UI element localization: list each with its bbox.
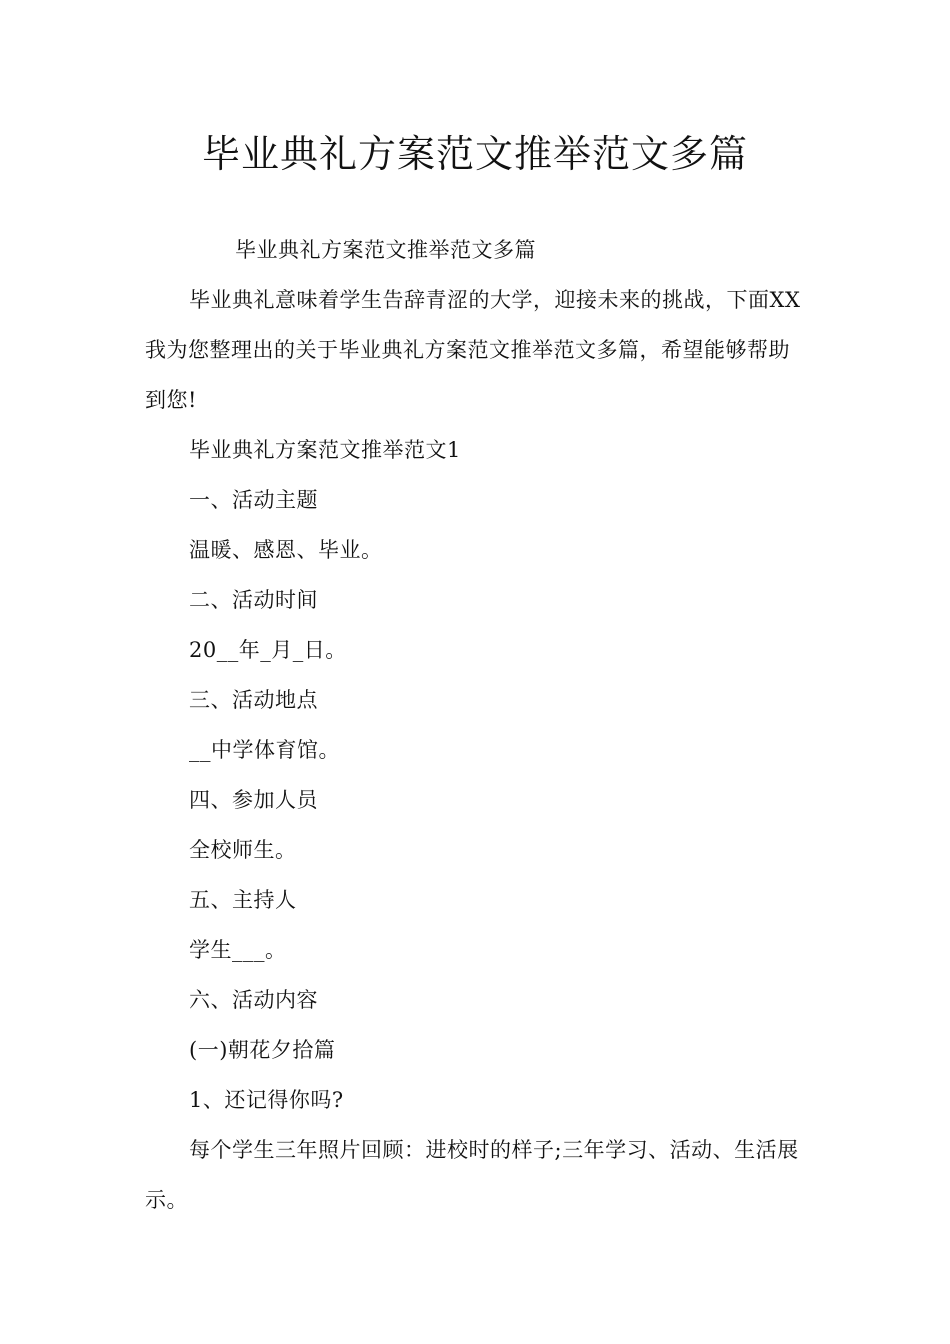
intro-paragraph: 毕业典礼意味着学生告辞青涩的大学，迎接未来的挑战，下面XX我为您整理出的关于毕业典礼方案范文推举范文多篇，希望能够帮助到您! xyxy=(145,288,801,412)
document-title: 毕业典礼方案范文推举范文多篇 xyxy=(201,132,748,176)
item-text-host: 学生___。 xyxy=(189,938,287,962)
section-heading: 毕业典礼方案范文推举范文1 xyxy=(189,438,461,462)
item-text-participants: 全校师生。 xyxy=(189,838,297,862)
list-item: 1、还记得你吗? xyxy=(189,1088,344,1112)
item-heading-content: 六、活动内容 xyxy=(189,988,318,1012)
list-item-text: 每个学生三年照片回顾：进校时的样子;三年学习、活动、生活展示。 xyxy=(145,1138,799,1212)
item-heading-host: 五、主持人 xyxy=(189,888,297,912)
item-text-theme: 温暖、感恩、毕业。 xyxy=(189,538,383,562)
item-text-place: __中学体育馆。 xyxy=(189,738,340,762)
item-text-time: 20__年_月_日。 xyxy=(189,638,347,662)
item-heading-place: 三、活动地点 xyxy=(189,688,318,712)
item-heading-time: 二、活动时间 xyxy=(189,588,318,612)
document-body xyxy=(145,225,807,1225)
subsection-heading: (一)朝花夕拾篇 xyxy=(189,1038,336,1062)
subtitle-paragraph: 毕业典礼方案范文推举范文多篇 xyxy=(235,238,536,262)
item-heading-participants: 四、参加人员 xyxy=(189,788,318,812)
item-heading-theme: 一、活动主题 xyxy=(189,488,318,512)
